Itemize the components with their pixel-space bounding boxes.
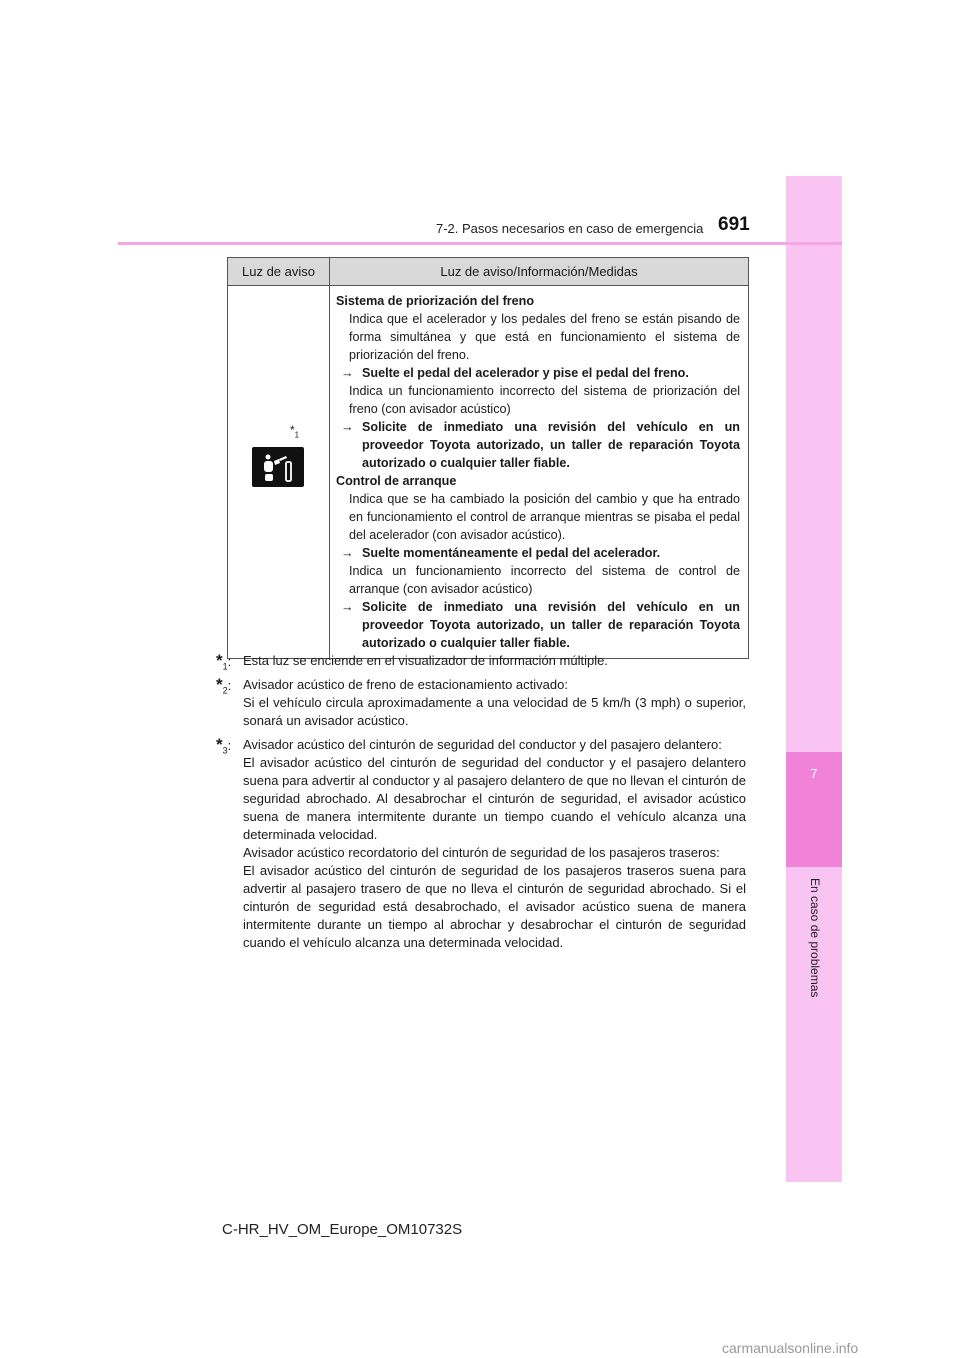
chapter-number: 7	[810, 766, 818, 781]
info-action-text: Solicite de inmediato una revisión del vehículo en un proveedor Toyota autorizado, un taller de reparación Toyota autorizado o cualquier taller fiable.	[362, 420, 740, 470]
info-action	[336, 544, 740, 562]
section-title: 7-2. Pasos necesarios en caso de emergencia	[436, 221, 704, 236]
footnote-marker: $*_1$:	[216, 651, 232, 672]
footnote-text: El avisador acústico del cinturón de seguridad del conductor y el pasajero delantero suena para advertir al conductor y al pasajero delantero de que no llevan el cinturón de seguridad abrochado. Al desabrochar el cinturón de seguridad, el avisador acústico suena de manera intermitente durante un tiempo cuando el vehículo alcanza una determinada velocidad.	[243, 755, 746, 842]
info-description: Indica un funcionamiento incorrecto del sistema de control de arranque (con avisador acústico)	[349, 564, 740, 596]
warning-info-cell	[330, 286, 749, 659]
info-description: Indica un funcionamiento incorrecto del sistema de priorización del freno (con avisador acústico)	[349, 384, 740, 416]
footnotes	[216, 652, 746, 958]
info-action-text: Suelte el pedal del acelerador y pise el pedal del freno.	[362, 366, 689, 380]
watermark[interactable]: carmanualsonline.info	[722, 1340, 859, 1356]
arrow-right-icon: →	[341, 420, 354, 434]
footnote-text: Si el vehículo circula aproximadamente a una velocidad de 5 km/h (3 mph) o superior, sonará un avisador acústico.	[243, 695, 746, 728]
info-action	[336, 598, 740, 652]
footnote-item	[216, 736, 746, 952]
warning-light-cell	[228, 286, 330, 659]
footnote-reference: $*_1$	[290, 423, 300, 440]
table-header-light: Luz de aviso	[228, 258, 330, 286]
footnote-marker: $*_3$:	[216, 735, 232, 756]
info-action-text: Suelte momentáneamente el pedal del acelerador.	[362, 546, 661, 560]
footnote-item	[216, 652, 746, 670]
footnote-marker: $*_2$:	[216, 675, 232, 696]
info-description: Indica que el acelerador y los pedales del freno se están pisando de forma simultánea y que está en funcionamiento el sistema de priorización del freno.	[349, 312, 740, 362]
arrow-right-icon: →	[341, 366, 354, 380]
info-heading: Sistema de priorización del freno	[336, 294, 535, 308]
footnote-item	[216, 676, 746, 730]
header-rule	[118, 242, 842, 245]
footnote-text: El avisador acústico del cinturón de seguridad de los pasajeros traseros suena para advertir al pasajero trasero de que no lleva el cinturón de seguridad abrochado. Si el cinturón de seguridad está desabrochado, el avisador acústico suena de manera intermitente durante un tiempo al abrochar y desabrochar el cinturón de seguridad cuando el vehículo alcanza una determinada velocidad.	[243, 863, 746, 950]
page-number: 691	[718, 214, 750, 235]
info-heading: Control de arranque	[336, 474, 457, 488]
footnote-text: Avisador acústico del cinturón de seguridad del conductor y del pasajero delantero:	[243, 737, 722, 752]
footnote-text: Avisador acústico recordatorio del cinturón de seguridad de los pasajeros traseros:	[243, 845, 720, 860]
warning-light-table	[227, 257, 749, 659]
info-action	[336, 364, 740, 382]
table-header-info: Luz de aviso/Información/Medidas	[330, 258, 749, 286]
arrow-right-icon: →	[341, 600, 354, 614]
table-row	[228, 286, 749, 659]
info-description: Indica que se ha cambiado la posición del cambio y que ha entrado en funcionamiento el control de arranque mientras se pisaba el pedal del acelerador (con avisador acústico).	[349, 492, 740, 542]
brake-override-warning-icon	[252, 447, 304, 487]
info-action-text: Solicite de inmediato una revisión del vehículo en un proveedor Toyota autorizado, un taller de reparación Toyota autorizado o cualquier taller fiable.	[362, 600, 740, 650]
table-header-row	[228, 258, 749, 286]
arrow-right-icon: →	[341, 546, 354, 560]
info-action	[336, 418, 740, 472]
document-code: C-HR_HV_OM_Europe_OM10732S	[222, 1221, 463, 1238]
footnote-text: Avisador acústico de freno de estacionamiento activado:	[243, 677, 568, 692]
chapter-side-tab	[786, 176, 842, 1182]
chapter-title: En caso de problemas	[808, 878, 822, 998]
footnote-text: Esta luz se enciende en el visualizador de información múltiple.	[243, 653, 608, 668]
